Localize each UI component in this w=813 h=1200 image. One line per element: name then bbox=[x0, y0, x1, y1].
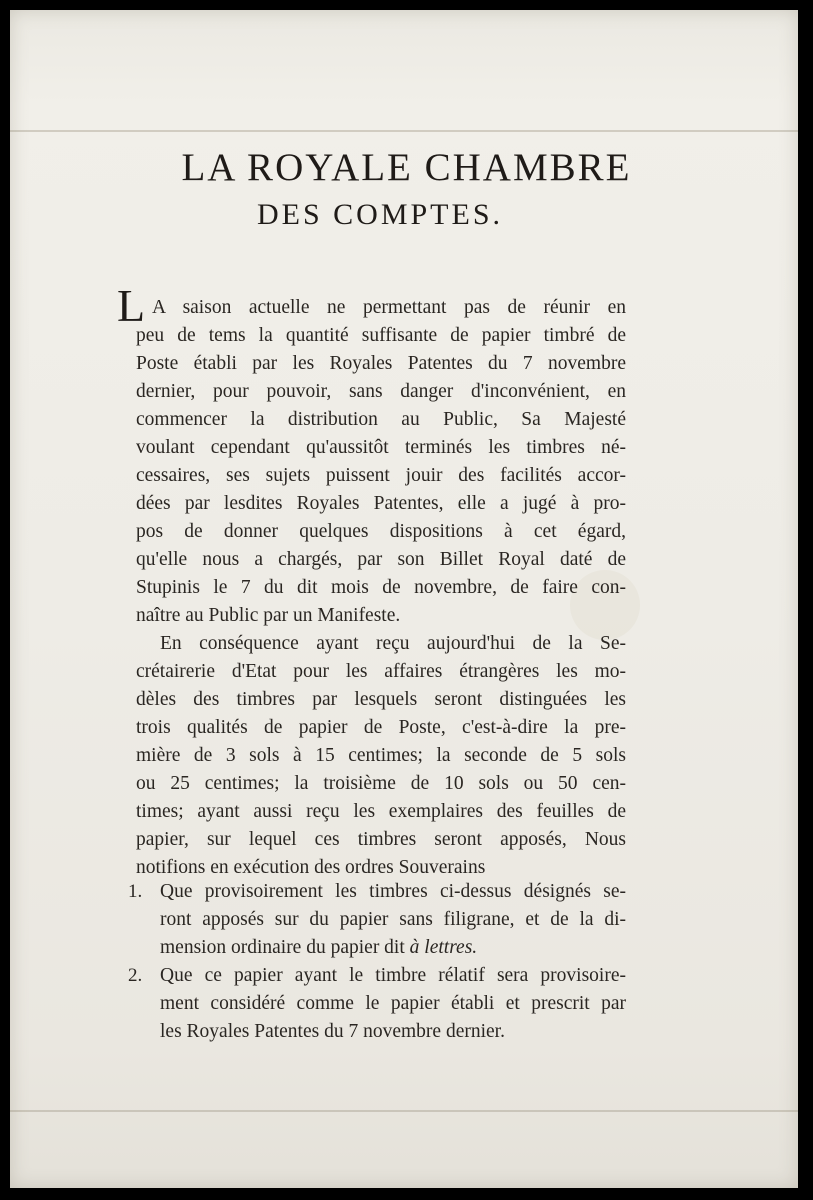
paragraph-line: Stupinis le 7 du dit mois de novembre, de faire con- bbox=[136, 577, 626, 598]
item-line: Que ce papier ayant le timbre rélatif sera provisoire- bbox=[160, 965, 626, 986]
paragraph-line: dernier, pour pouvoir, sans danger d'inconvénient, en bbox=[136, 381, 626, 402]
item-line-text: mension ordinaire du papier dit bbox=[160, 937, 410, 958]
paragraph-line: Poste établi par les Royales Patentes du 7 novembre bbox=[136, 353, 626, 374]
paragraph-line: voulant cependant qu'aussitôt terminés les timbres né- bbox=[136, 437, 626, 458]
item-line: Que provisoirement les timbres ci-dessus désignés se- bbox=[160, 881, 626, 902]
paragraph-line: qu'elle nous a chargés, par son Billet Royal daté de bbox=[136, 549, 626, 570]
paragraph-line: papier, sur lequel ces timbres seront apposés, Nous bbox=[136, 829, 626, 850]
paragraph-line: peu de tems la quantité suffisante de papier timbré de bbox=[136, 325, 626, 346]
document-subtitle: DES COMPTES. bbox=[256, 198, 504, 231]
item-line-italic: à lettres. bbox=[409, 937, 478, 958]
drop-cap: L bbox=[117, 280, 146, 331]
paragraph-line: mière de 3 sols à 15 centimes; la seconde de 5 sols bbox=[136, 745, 626, 766]
item-line: les Royales Patentes du 7 novembre dernier. bbox=[160, 1021, 505, 1042]
paragraph-line: A saison actuelle ne permettant pas de réunir en bbox=[152, 297, 626, 318]
paragraph-line: dées par lesdites Royales Patentes, elle a jugé à pro- bbox=[136, 493, 626, 514]
paragraph-line: naître au Public par un Manifeste. bbox=[136, 605, 401, 626]
item-line: ront apposés sur du papier sans filigrane, et de la di- bbox=[160, 909, 626, 930]
paragraph-line: trois qualités de papier de Poste, c'est-à-dire la pre- bbox=[136, 717, 626, 738]
paragraph-line: commencer la distribution au Public, Sa Majesté bbox=[136, 409, 626, 430]
item-number: 2. bbox=[128, 965, 143, 986]
paragraph-line: pos de donner quelques dispositions à cet égard, bbox=[136, 521, 626, 542]
item-line bbox=[160, 936, 626, 960]
paragraph-line: times; ayant aussi reçu les exemplaires des feuilles de bbox=[136, 801, 626, 822]
document-title: LA ROYALE CHAMBRE bbox=[181, 146, 632, 189]
paragraph-line: crétairerie d'Etat pour les affaires étrangères les mo- bbox=[136, 661, 626, 682]
paragraph-line: cessaires, ses sujets puissent jouir des facilités accor- bbox=[136, 465, 626, 486]
paragraph-line: En conséquence ayant reçu aujourd'hui de la Se- bbox=[160, 633, 626, 654]
paragraph-line: notifions en exécution des ordres Souverains bbox=[136, 857, 486, 878]
item-line: ment considéré comme le papier établi et prescrit par bbox=[160, 993, 626, 1014]
paragraph-line: dèles des timbres par lesquels seront distinguées les bbox=[136, 689, 626, 710]
item-number: 1. bbox=[128, 881, 143, 902]
paragraph-line: ou 25 centimes; la troisième de 10 sols ou 50 cen- bbox=[136, 773, 626, 794]
